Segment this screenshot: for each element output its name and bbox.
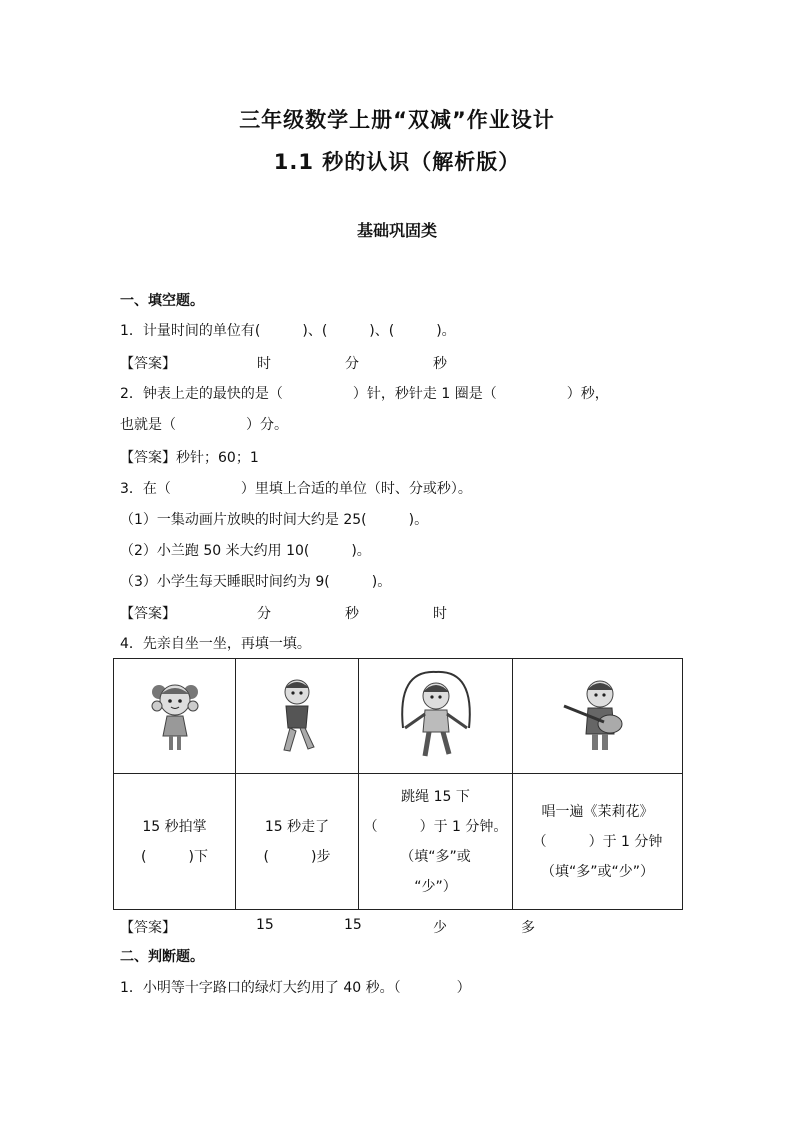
- cell-text: 15 秒拍掌: [142, 818, 207, 835]
- q1-text: 1．计量时间的单位有( )、( )、( )。: [120, 323, 456, 339]
- cell-hint: （填“多”或: [400, 848, 471, 865]
- q3-sub2: （2）小兰跑 50 米大约用 10( )。: [120, 543, 371, 559]
- q2-answer: 【答案】秒针；60；1: [120, 450, 259, 466]
- part1-heading: 一、填空题。: [120, 293, 204, 309]
- answer-label: 【答案】: [120, 606, 176, 622]
- cell-blank: （ ）于 1 分钟。: [363, 818, 508, 835]
- answer-value: 少: [433, 920, 447, 936]
- activity-cell: [236, 774, 359, 910]
- activity-cell: [359, 774, 513, 910]
- answer-label: 【答案】: [120, 920, 176, 936]
- answer-value: 分: [345, 356, 359, 372]
- picture-cell: [359, 659, 513, 774]
- activity-cell: [513, 774, 683, 910]
- category-heading: 基础巩固类: [356, 221, 437, 240]
- q4-answer-row: [120, 917, 720, 937]
- answer-value: 时: [257, 356, 271, 372]
- answer-value: 时: [433, 606, 447, 622]
- picture-cell: [513, 659, 683, 774]
- cell-text: 唱一遍《茉莉花》: [541, 803, 654, 820]
- answer-value: 15: [256, 917, 274, 933]
- activity-table: [113, 658, 683, 910]
- picture-cell: [236, 659, 359, 774]
- part2-heading: 二、判断题。: [120, 949, 204, 965]
- answer-value: 分: [257, 606, 271, 622]
- walking-boy-icon: [272, 676, 322, 756]
- cell-hint: “少”）: [414, 878, 457, 895]
- q4-text: 4．先亲自坐一坐，再填一填。: [120, 636, 311, 652]
- answer-value: 秒: [345, 606, 359, 622]
- cell-blank: ( )步: [263, 848, 331, 865]
- answer-label: 【答案】: [120, 356, 176, 372]
- clapping-girl-icon: [145, 676, 205, 756]
- q3-sub1: （1）一集动画片放映的时间大约是 25( )。: [120, 512, 429, 528]
- document-subtitle: 1.1 秒的认识（解析版）: [273, 150, 521, 174]
- q3-text: 3．在（ ）里填上合适的单位（时、分或秒）。: [120, 481, 472, 497]
- activity-cell: [114, 774, 236, 910]
- cell-blank: （ ）于 1 分钟: [532, 833, 663, 850]
- cell-text: 跳绳 15 下: [401, 788, 470, 805]
- document-title: 三年级数学上册“双减”作业设计: [239, 108, 555, 132]
- cell-blank: ( )下: [141, 848, 208, 865]
- q2-text-line2: 也就是（ ）分。: [120, 417, 288, 433]
- picture-cell: [114, 659, 236, 774]
- q2-text-line1: 2．钟表上走的最快的是（ ）针，秒针走 1 圈是（ ）秒，: [120, 386, 609, 402]
- cell-text: 15 秒走了: [264, 818, 330, 835]
- answer-value: 秒: [433, 356, 447, 372]
- jump-rope-boy-icon: [391, 668, 481, 764]
- part2-q1-text: 1．小明等十字路口的绿灯大约用了 40 秒。（ ）: [120, 980, 471, 996]
- cell-hint: （填“多”或“少”）: [540, 863, 654, 880]
- answer-value: 多: [521, 920, 535, 936]
- q3-sub3: （3）小学生每天睡眠时间约为 9( )。: [120, 574, 392, 590]
- q1-answer-row: [120, 353, 720, 373]
- q3-answer-row: [120, 603, 720, 623]
- guitar-boy-icon: [558, 676, 638, 756]
- answer-value: 15: [344, 917, 362, 933]
